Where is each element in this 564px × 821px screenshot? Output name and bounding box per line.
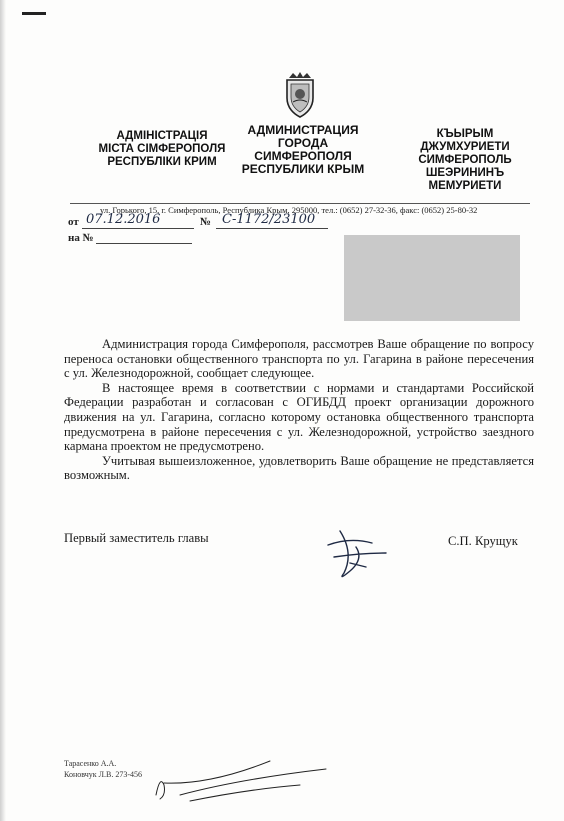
header-line: СИМФЕРОПОЛЬ: [418, 154, 512, 166]
executors: [64, 759, 142, 780]
scan-mark: [22, 12, 46, 15]
header-line: РЕСПУБЛИКИ КРЫМ: [241, 162, 365, 176]
header-line: ШЕЭРИНИНЪ: [425, 167, 505, 179]
executor-signature: [150, 755, 330, 805]
header-line: РЕСПУБЛІКИ КРИМ: [107, 156, 217, 168]
address-divider: [70, 203, 530, 204]
executor-line: Тарасенко А.А.: [64, 759, 117, 768]
redacted-addressee: [344, 235, 520, 321]
header-crimean-tatar: [405, 128, 525, 193]
body-paragraph: Учитывая вышеизложенное, удовлетворить Ваше обращение не представляется возможным.: [64, 453, 534, 483]
number-label: №: [200, 216, 212, 228]
signatory-title: Первый заместитель главы: [64, 531, 209, 545]
reply-label: на №: [68, 232, 94, 244]
header-line: МІСТА СІМФЕРОПОЛЯ: [98, 143, 226, 155]
letter-body: [64, 337, 534, 483]
reply-underline: [96, 243, 192, 244]
header-line: АДМІНІСТРАЦІЯ: [116, 130, 208, 142]
registration-number: С-1172/23100: [222, 212, 316, 227]
header-line: КЪЫРЫМ: [436, 128, 494, 140]
from-label: от: [68, 216, 79, 228]
header-line: МЕМУРИЕТИ: [428, 180, 502, 192]
header-line: ДЖУМХУРИЕТИ: [420, 141, 510, 153]
date-underline: [82, 228, 194, 229]
header-line: ГОРОДА: [277, 136, 329, 150]
header-ukrainian: [82, 130, 242, 169]
registration-date: 07.12.2016: [86, 212, 161, 227]
header-line: АДМИНИСТРАЦИЯ: [247, 123, 359, 137]
coat-of-arms-icon: [281, 72, 319, 118]
executor-line: Коновчук Л.В. 273-456: [64, 769, 143, 779]
handwritten-signature: [320, 523, 390, 583]
scan-edge-shadow: [0, 0, 6, 821]
signatory-name: С.П. Крущук: [448, 534, 518, 548]
header-line: СИМФЕРОПОЛЯ: [254, 149, 352, 163]
body-paragraph: В настоящее время в соответствии с нормами и стандартами Российской Федерации разработан и согласован с ОГИБДД проект организации дорожного движения на ул. Гагарина, согласно которому остановка общественного транспорта предусмотрена в районе пересечения с ул. Железнодорожной, устройство заездного кармана проектом не предусмотрено.: [64, 380, 534, 454]
number-underline: [216, 228, 328, 229]
header-russian: [228, 124, 378, 176]
body-paragraph: Администрация города Симферополя, рассмотрев Ваше обращение по вопросу переноса остановки общественного транспорта по ул. Гагарина в районе пересечения с ул. Железнодорожной, сообщает следующее.: [64, 337, 534, 381]
address-line: ул. Горького, 15, г. Симферополь, Республика Крым, 295000, тел.: (0652) 27-32-36, факс: (0652) 25-80-32: [100, 205, 478, 215]
